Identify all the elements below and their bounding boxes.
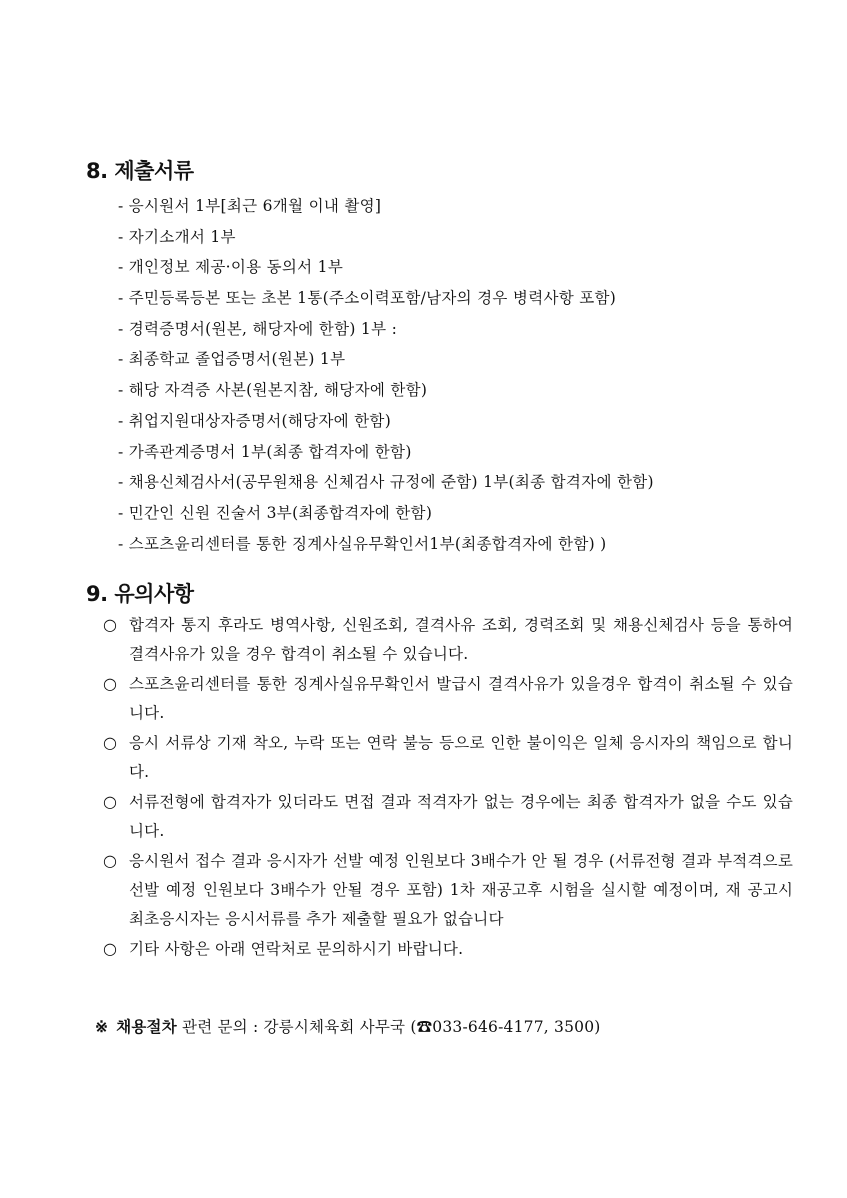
circle-bullet-icon: ○ <box>103 851 118 870</box>
list-item: - 취업지원대상자증명서(해당자에 한함) <box>118 411 392 430</box>
list-item: - 해당 자격증 사본(원본지참, 해당자에 한함) <box>118 381 428 400</box>
note-text: 서류전형에 합격자가 있더라도 면접 결과 적격자가 없는 경우에는 최종 합격자가 없을 수도 있습니다. <box>129 793 793 840</box>
list-item <box>103 787 793 846</box>
contact-line <box>95 1015 601 1037</box>
list-item <box>103 728 793 787</box>
reference-mark-icon: ※ <box>95 1017 109 1036</box>
list-item: - 채용신체검사서(공무원채용 신체검사 규정에 준함) 1부(최종 합격자에 한함) <box>118 473 654 492</box>
circle-bullet-icon: ○ <box>103 733 118 752</box>
list-item: - 개인정보 제공·이용 동의서 1부 <box>118 258 344 277</box>
list-item: - 자기소개서 1부 <box>118 227 236 246</box>
list-item <box>103 846 793 934</box>
list-item <box>103 669 793 728</box>
circle-bullet-icon: ○ <box>103 792 118 811</box>
section-8-title: 8. 제출서류 <box>86 159 194 183</box>
list-item: - 주민등록등본 또는 초본 1통(주소이력포함/남자의 경우 병력사항 포함) <box>118 289 617 308</box>
list-item: - 가족관계증명서 1부(최종 합격자에 한함) <box>118 442 412 461</box>
contact-label: 채용절차 <box>116 1017 177 1036</box>
circle-bullet-icon: ○ <box>103 615 118 634</box>
list-item: - 최종학교 졸업증명서(원본) 1부 <box>118 350 346 369</box>
list-item: - 민간인 신원 진술서 3부(최종합격자에 한함) <box>118 503 433 522</box>
notes-list <box>103 610 793 964</box>
circle-bullet-icon: ○ <box>103 939 118 958</box>
list-item <box>103 934 793 964</box>
list-item: - 응시원서 1부[최근 6개월 이내 촬영] <box>118 197 382 215</box>
note-text: 기타 사항은 아래 연락처로 문의하시기 바랍니다. <box>129 940 464 958</box>
note-text: 합격자 통지 후라도 병역사항, 신원조회, 결격사유 조회, 경력조회 및 채용신체검사 등을 통하여 결격사유가 있을 경우 합격이 취소될 수 있습니다. <box>129 616 793 663</box>
circle-bullet-icon: ○ <box>103 674 118 693</box>
section-9-title: 9. 유의사항 <box>86 582 194 606</box>
contact-text: 관련 문의 : 강릉시체육회 사무국 (☎033-646-4177, 3500) <box>176 1018 601 1036</box>
list-item <box>103 610 793 669</box>
list-item: - 스포츠윤리센터를 통한 징계사실유무확인서1부(최종합격자에 한함) ) <box>118 534 607 553</box>
note-text: 스포츠윤리센터를 통한 징계사실유무확인서 발급시 결격사유가 있을경우 합격이 취소될 수 있습니다. <box>129 675 793 722</box>
note-text: 응시 서류상 기재 착오, 누락 또는 연락 불능 등으로 인한 불이익은 일체 응시자의 책임으로 합니다. <box>129 734 793 781</box>
list-item: - 경력증명서(원본, 해당자에 한함) 1부 : <box>118 319 398 338</box>
note-text: 응시원서 접수 결과 응시자가 선발 예정 인원보다 3배수가 안 될 경우 (서류전형 결과 부적격으로 선발 예정 인원보다 3배수가 안될 경우 포함) 1차 재공고후 시험을 실시할 예정이며, 재 공고시 최초응시자는 응시서류를 추가 제출할 필요가 없습니다 <box>129 852 793 928</box>
required-documents-list <box>118 191 654 559</box>
